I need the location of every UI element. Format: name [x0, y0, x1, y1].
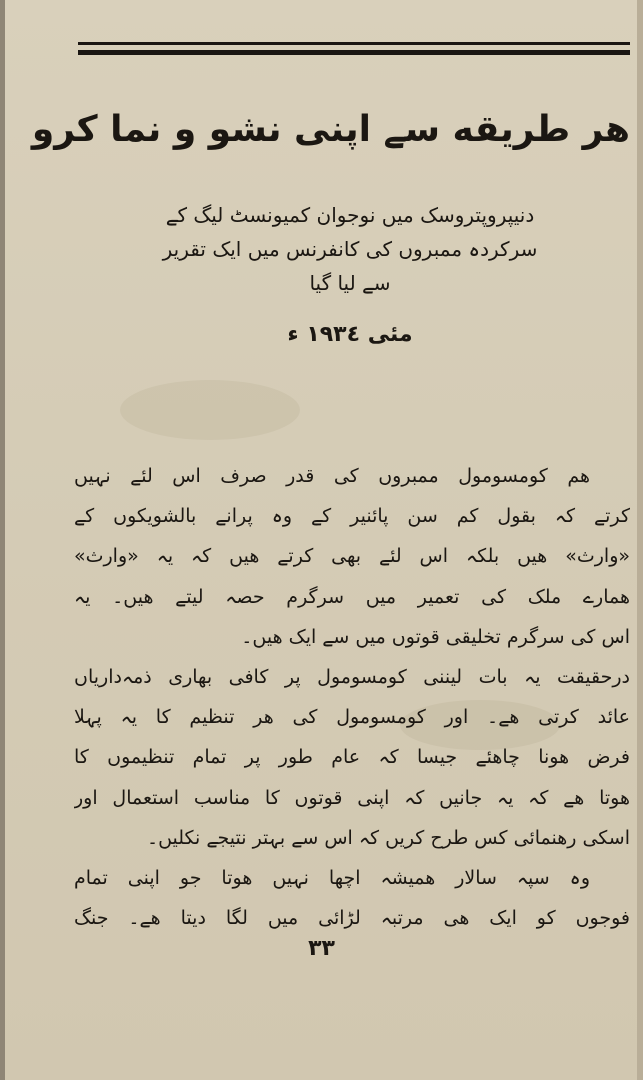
page-number: ۳۳: [308, 936, 335, 961]
body-line: درحقیقت یہ بات لیننی کومسومول پر کافی بھاری ذمہ‌داریاں: [74, 665, 630, 688]
body-line: فرض ھونا چاھئے جیسا کہ عام طور پر تمام تنظیموں کا: [74, 746, 630, 769]
body-line: ھوتا ھے کہ یہ جانیں کہ اپنی قوتوں کا مناسب استعمال اور: [74, 786, 630, 809]
chapter-subtitle: [80, 198, 620, 300]
page-right-edge: [637, 0, 643, 1080]
page-left-edge: [0, 0, 5, 1080]
body-paragraphs: [74, 456, 630, 938]
body-line: اس کی سرگرم تخلیقی قوتوں میں سے ایک ھیں۔: [241, 625, 630, 648]
speech-date: مئی ۱۹۳٤ ء: [287, 322, 413, 347]
subtitle-line: سے لیا گیا: [309, 271, 391, 295]
body-line: وہ سپہ سالار ھمیشہ اچھا نہیں ھوتا جو اپنی تمام: [74, 866, 590, 889]
body-line: هم کومسومول ممبروں کی قدر صرف اس لئے نہیں: [74, 465, 590, 487]
body-line: فوجوں کو ایک ھی مرتبہ لڑائی میں لگا دیتا ھے۔ جنگ: [74, 907, 630, 930]
body-line: ھمارے ملک کی تعمیر میں سرگرم حصہ لیتے ھیں۔ یہ: [74, 585, 630, 608]
body-line: «وارث» ھیں بلکہ اس لئے بھی کرتے ھیں کہ یہ «وارث»: [74, 545, 630, 568]
header-rule-thin: [78, 42, 630, 45]
header-rule-thick: [78, 50, 630, 55]
paper-stain: [120, 380, 300, 440]
body-line: کرتے کہ بقول کم سن پائنیر کے وہ پرانے بالشویکوں کے: [74, 505, 630, 528]
body-line: اسکی رھنمائی کس طرح کریں کہ اس سے بہتر نتیجے نکلیں۔: [146, 826, 630, 849]
subtitle-line: دنیپروپتروسک میں نوجوان کمیونسٹ لیگ کے: [165, 203, 535, 227]
subtitle-line: سرکردہ ممبروں کی کانفرنس میں ایک تقریر: [162, 237, 538, 261]
body-line: عائد کرتی ھے۔ اور کومسومول کی ھر تنظیم کا یہ پہلا: [74, 706, 630, 729]
chapter-title: ھر طریقه سے اپنی نشو و نما کرو: [31, 109, 630, 150]
